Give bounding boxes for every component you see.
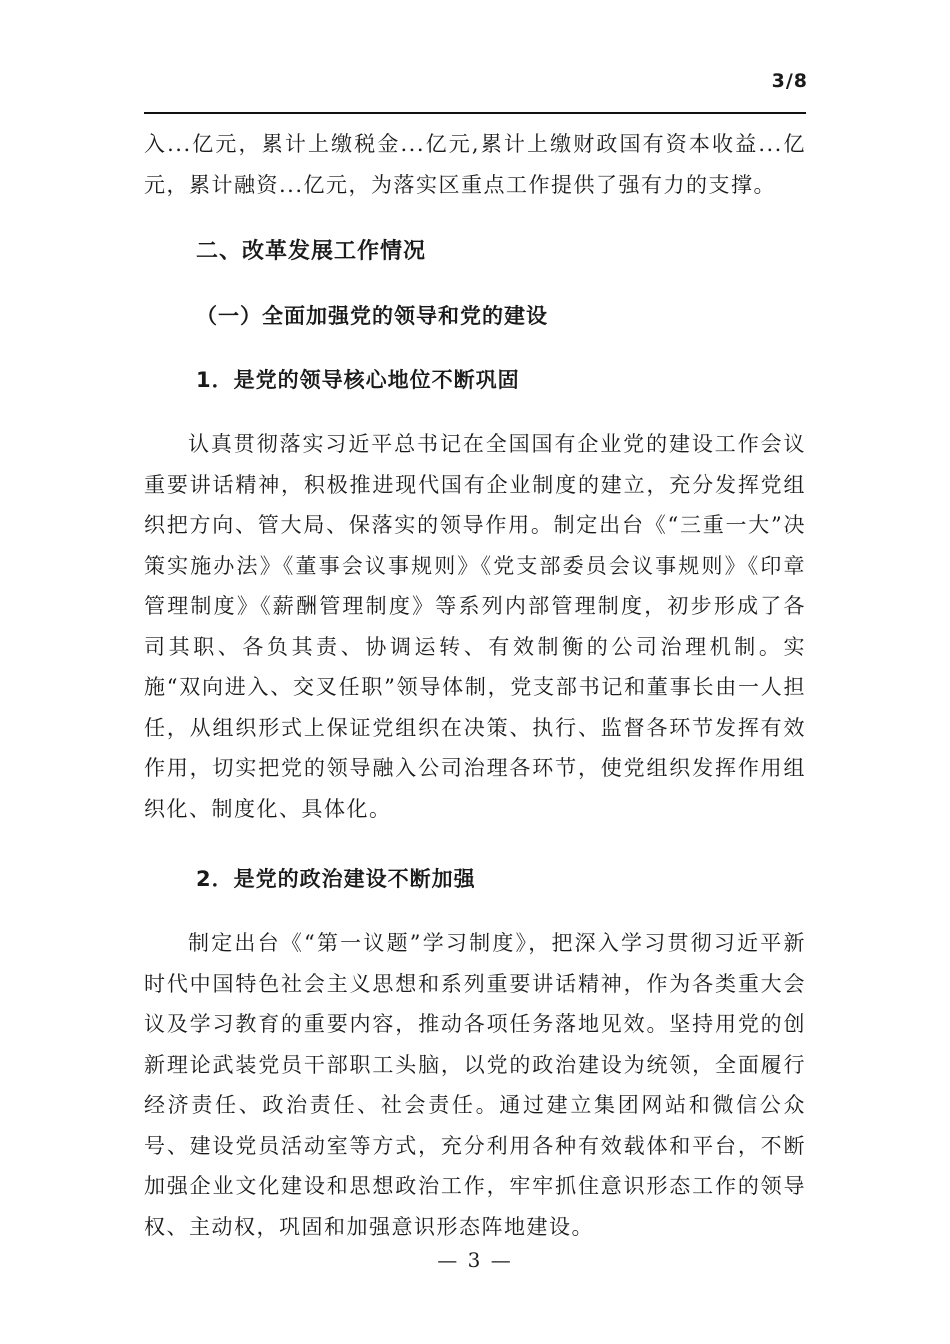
item-2-paragraph: 制定出台《“第一议题”学习制度》，把深入学习贯彻习近平新时代中国特色社会主义思想和系列重要讲话精神，作为各类重大会议及学习教育的重要内容，推动各项任务落地见效。坚持用党的创新理论武装党员干部职工头脑，以党的政治建设为统领，全面履行经济责任、政治责任、社会责任。通过建立集团网站和微信公众号、建设党员活动室等方式，充分利用各种有效载体和平台，不断加强企业文化建设和思想政治工作，牢牢抓住意识形态工作的领导权、主动权，巩固和加强意识形态阵地建设。 <box>144 931 806 1239</box>
intro-paragraph: 入...亿元，累计上缴税金...亿元,累计上缴财政国有资本收益...亿元，累计融资...亿元，为落实区重点工作提供了强有力的支撑。 <box>144 132 806 197</box>
page-number-footer: — 3 — <box>437 1248 513 1272</box>
document-body <box>144 124 806 1247</box>
item-2-heading: 2．是党的政治建设不断加强 <box>196 867 476 891</box>
item-1-paragraph: 认真贯彻落实习近平总书记在全国国有企业党的建设工作会议重要讲话精神，积极推进现代国有企业制度的建立，充分发挥党组织把方向、管大局、保落实的领导作用。制定出台《“三重一大”决策实施办法》《董事会议事规则》《党支部委员会议事规则》《印章管理制度》《薪酬管理制度》等系列内部管理制度，初步形成了各司其职、各负其责、协调运转、有效制衡的公司治理机制。实施“双向进入、交叉任职”领导体制，党支部书记和董事长由一人担任，从组织形式上保证党组织在决策、执行、监督各环节发挥有效作用，切实把党的领导融入公司治理各环节，使党组织发挥作用组织化、制度化、具体化。 <box>144 432 806 821</box>
page-counter: 3/8 <box>771 70 808 92</box>
section-heading: 二、改革发展工作情况 <box>196 239 427 264</box>
subsection-heading: （一）全面加强党的领导和党的建设 <box>196 304 548 328</box>
header-divider <box>144 112 806 114</box>
item-1-heading: 1．是党的领导核心地位不断巩固 <box>196 368 520 392</box>
